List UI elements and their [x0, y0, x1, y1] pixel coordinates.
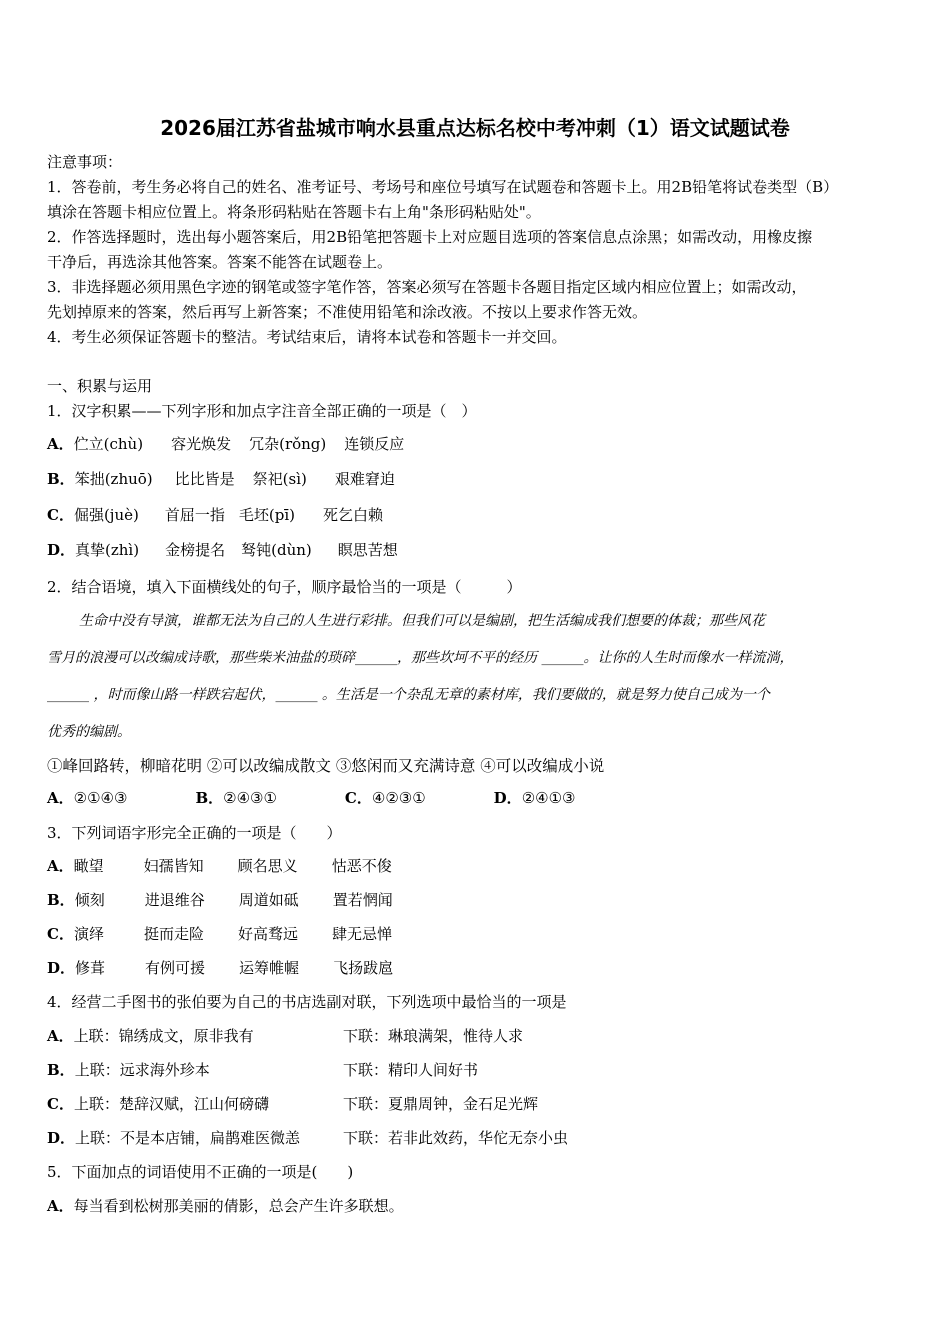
notice-line: 1．答卷前，考生务必将自己的姓名、准考证号、考场号和座位号填写在试题卷和答题卡上。用2B铅笔将试卷类型（B）	[47, 178, 839, 196]
q1-option-b: B．笨拙(zhuō) 比比皆是 祭祀(sì) 艰难窘迫	[47, 470, 395, 488]
q3-option-b: B．倾刻 进退维谷 周道如砥 置若惘闻	[47, 891, 393, 909]
question-4-stem: 4．经营二手图书的张伯要为自己的书店选副对联，下列选项中最恰当的一项是	[47, 993, 567, 1011]
q2-passage-line: 优秀的编剧。	[47, 724, 131, 740]
notice-line: 干净后，再选涂其他答案。答案不能答在试题卷上。	[47, 253, 393, 271]
q5-option-a: A．每当看到松树那美丽的倩影，总会产生许多联想。	[47, 1197, 404, 1215]
section-heading: 一、积累与运用	[47, 377, 153, 395]
q1-option-a: A．伫立(chù) 容光焕发 冗杂(rǒng) 连锁反应	[47, 435, 405, 453]
q3-option-c: C．演绎 挺而走险 好高骛远 肆无忌惮	[47, 925, 393, 943]
q2-options: A．②①④③ B．②④③① C．④②③① D．②④①③	[47, 789, 576, 807]
notice-line: 2．作答选择题时，选出每小题答案后，用2B铅笔把答题卡上对应题目选项的答案信息点涂黑；如需改动，用橡皮擦	[47, 228, 813, 246]
notice-line: 3．非选择题必须用黑色字迹的钢笔或签字笔作答，答案必须写在答题卡各题目指定区域内相应位置上；如需改动，	[47, 278, 807, 296]
q2-passage-line: 生命中没有导演，谁都无法为自己的人生进行彩排。但我们可以是编剧，把生活编成我们想要的体裁；那些风花	[79, 613, 765, 629]
q1-option-c: C．倔强(juè) 首屈一指 毛坯(pī) 死乞白赖	[47, 506, 383, 524]
q4-option-a: A．上联：锦绣成文，原非我有 下联：琳琅满架，惟待人求	[47, 1027, 524, 1045]
q3-option-a: A．瞰望 妇孺皆知 顾名思义 怙恶不俊	[47, 857, 392, 875]
notice-line: 先划掉原来的答案，然后再写上新答案；不准使用铅笔和涂改液。不按以上要求作答无效。	[47, 303, 648, 321]
q4-option-b: B．上联：远求海外珍本 下联：精印人间好书	[47, 1061, 479, 1079]
q4-option-c: C．上联：楚辞汉赋，江山何磅礴 下联：夏鼎周钟，金石足光辉	[47, 1095, 539, 1113]
q3-option-d: D．修葺 有例可援 运筹帷幄 飞扬跋扈	[47, 959, 394, 977]
q1-option-d: D．真挚(zhì) 金榜提名 驽钝(dùn) 瞑思苦想	[47, 541, 398, 559]
question-5-stem: 5．下面加点的词语使用不正确的一项是( )	[47, 1163, 354, 1181]
notice-line: 4．考生必须保证答题卡的整洁。考试结束后，请将本试卷和答题卡一并交回。	[47, 328, 567, 346]
q4-option-d: D．上联：不是本店铺，扁鹊难医微恙 下联：若非此效药，华佗无奈小虫	[47, 1129, 569, 1147]
q2-choices: ①峰回路转，柳暗花明 ②可以改编成散文 ③悠闲而又充满诗意 ④可以改编成小说	[47, 757, 605, 775]
q2-passage-line: 雪月的浪漫可以改编成诗歌，那些柴米油盐的琐碎______，那些坎坷不平的经历 ______。让你的人生时而像水一样流淌，	[47, 650, 794, 666]
question-3-stem: 3．下列词语字形完全正确的一项是（ ）	[47, 824, 342, 842]
question-2-stem: 2．结合语境，填入下面横线处的句子，顺序最恰当的一项是（ ）	[47, 578, 522, 596]
question-1-stem: 1．汉字积累——下列字形和加点字注音全部正确的一项是（ ）	[47, 402, 477, 420]
page-title: 2026届江苏省盐城市响水县重点达标名校中考冲刺（1）语文试题试卷	[160, 116, 790, 140]
notice-heading: 注意事项：	[47, 153, 123, 171]
notice-line: 填涂在答题卡相应位置上。将条形码粘贴在答题卡右上角"条形码粘贴处"。	[47, 203, 541, 221]
q2-passage-line: ______ ，时而像山路一样跌宕起伏，______ 。生活是一个杂乱无章的素材库，我们要做的，就是努力使自己成为一个	[47, 687, 770, 703]
